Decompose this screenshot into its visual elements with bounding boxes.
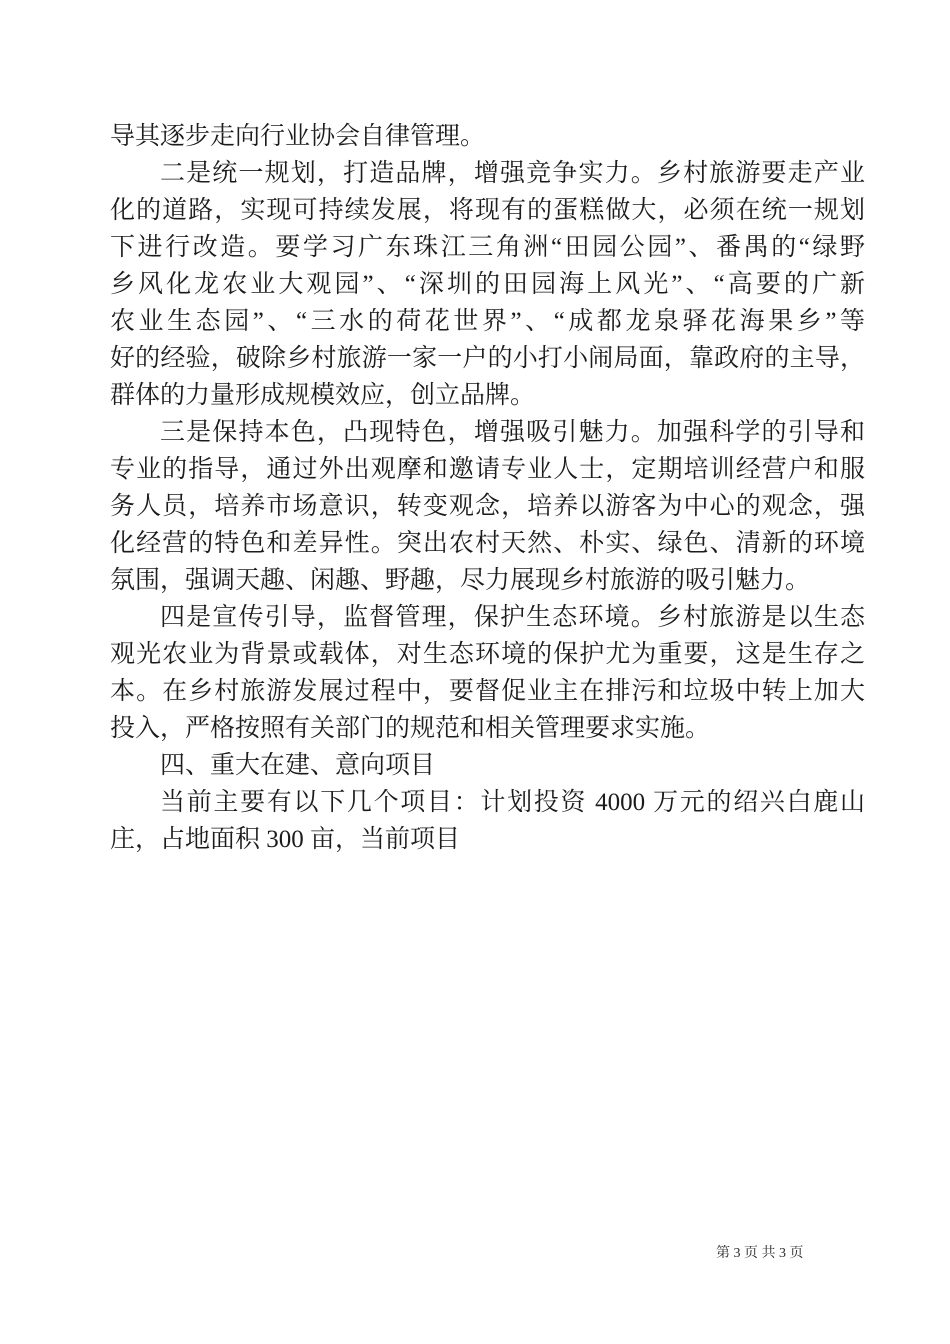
text-line: 本。在乡村旅游发展过程中，要督促业主在排污和垃圾中转上加大 xyxy=(110,678,865,705)
text-line: 化的道路，实现可持续发展，将现有的蛋糕做大，必须在统一规划 xyxy=(110,197,865,224)
text-line: 下进行改造。要学习广东珠江三角洲“田园公园”、番禺的“绿野 xyxy=(110,234,865,261)
text-line: 三是保持本色，凸现特色，增强吸引魅力。加强科学的引导和 xyxy=(160,419,865,446)
text-line: 观光农业为背景或载体，对生态环境的保护尤为重要，这是生存之 xyxy=(110,641,865,668)
text-line: 农业生态园”、“三水的荷花世界”、“成都龙泉驿花海果乡”等 xyxy=(110,308,865,335)
text-line: 当前主要有以下几个项目：计划投资 4000 万元的绍兴白鹿山 xyxy=(160,789,865,816)
text-line: 化经营的特色和差异性。突出农村天然、朴实、绿色、清新的环境 xyxy=(110,530,865,557)
text-line: 群体的力量形成规模效应，创立品牌。 xyxy=(110,382,536,409)
text-line: 好的经验，破除乡村旅游一家一户的小打小闹局面，靠政府的主导， xyxy=(110,345,865,372)
text-line: 投入，严格按照有关部门的规范和相关管理要求实施。 xyxy=(110,715,711,742)
text-line: 氛围，强调天趣、闲趣、野趣，尽力展现乡村旅游的吸引魅力。 xyxy=(110,567,811,594)
page-number-footer: 第 3 页 共 3 页 xyxy=(716,1246,804,1261)
text-line: 庄，占地面积 300 亩，当前项目 xyxy=(110,826,461,853)
text-line: 专业的指导，通过外出观摩和邀请专业人士，定期培训经营户和服 xyxy=(110,456,865,483)
text-line: 二是统一规划，打造品牌，增强竞争实力。乡村旅游要走产业 xyxy=(160,160,865,187)
document-body xyxy=(110,118,865,858)
text-line: 导其逐步走向行业协会自律管理。 xyxy=(110,123,486,150)
text-line: 务人员，培养市场意识，转变观念，培养以游客为中心的观念，强 xyxy=(110,493,865,520)
text-line: 四、重大在建、意向项目 xyxy=(160,752,436,779)
text-line: 乡风化龙农业大观园”、“深圳的田园海上风光”、“高要的广新 xyxy=(110,271,865,298)
text-line: 四是宣传引导，监督管理，保护生态环境。乡村旅游是以生态 xyxy=(160,604,865,631)
